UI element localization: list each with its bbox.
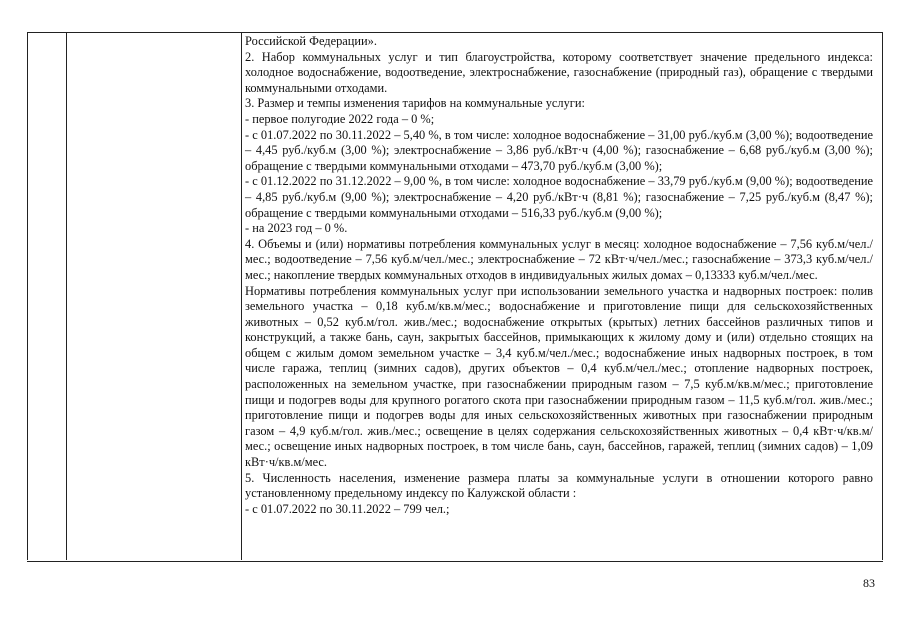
page-number: 83 — [863, 576, 875, 590]
document-text — [245, 34, 873, 517]
column-divider-1 — [66, 33, 67, 560]
text-paragraph: 2. Набор коммунальных услуг и тип благоустройства, которому соответствует значение предельного индекса: холодное водоснабжение, водоотведение, электроснабжение, газоснабжение (природный газ), обращение с твердыми коммунальными отходами. — [245, 49, 873, 95]
text-paragraph: - первое полугодие 2022 года – 0 %; — [245, 111, 435, 126]
text-paragraph: - с 01.07.2022 по 30.11.2022 – 5,40 %, в том числе: холодное водоснабжение – 31,00 руб./куб.м (3,00 %); водоотведение – 4,45 руб./куб.м (3,00 %); электроснабжение – 3,86 руб./кВт·ч (4,00 %); газоснабжение – 6,68 руб./куб.м (3,00 %); обращение с твердыми коммунальными отходами – 473,70 руб./куб.м (3,00 %); — [245, 127, 873, 173]
text-paragraph: Нормативы потребления коммунальных услуг при использовании земельного участка и надворных построек: полив земельного участка – 0,18 куб.м/кв.м/мес.; водоснабжение и приготовление пищи для сельскохозяйственных животных – 0,52 куб.м/гол. жив./мес.; водоснабжение открытых (крытых) летних бассейнов различных типов и конструкций, а также бань, саун, закрытых бассейнов, примыкающих к жилому дому и (или) отдельно стоящих на общем с жилым домом земельном участке – 3,4 куб.м/чел./мес.; водоснабжение иных надворных построек, в том числе гаража, теплиц (зимних садов), других объектов – 0,4 куб.м/чел./мес.; отопление надворных построек, расположенных на земельном участке, при газоснабжении природным газом – 7,5 куб.м/кв.м/мес.; приготовление пищи и подогрев воды для крупного рогатого скота при газоснабжении природным газом – 11,5 куб.м/гол. жив./мес.; приготовление пищи и подогрев воды для иных сельскохозяйственных животных при газоснабжении природным газом – 4,9 куб.м/гол. жив./мес.; освещение в целях содержания сельскохозяйственных животных – 0,4 кВт·ч/кв.м/мес.; освещение иных надворных построек, в том числе бань, саун, бассейнов, гаражей, теплиц (зимних садов) – 1,09 кВт·ч/кв.м/мес. — [245, 283, 873, 470]
column-divider-2 — [241, 33, 242, 560]
text-paragraph: 4. Объемы и (или) нормативы потребления коммунальных услуг в месяц: холодное водоснабжение – 7,56 куб.м/чел./мес.; водоотведение – 7,56 куб.м/чел./мес.; электроснабжение – 72 кВт·ч/чел./мес.; газоснабжение – 373,3 куб.м/чел./мес.; накопление твердых коммунальных отходов в индивидуальных жилых домах – 0,13333 куб.м/чел./мес. — [245, 236, 873, 282]
text-paragraph: - с 01.07.2022 по 30.11.2022 – 799 чел.; — [245, 501, 450, 516]
text-paragraph: - с 01.12.2022 по 31.12.2022 – 9,00 %, в том числе: холодное водоснабжение – 33,79 руб./куб.м (9,00 %); водоотведение – 4,85 руб./куб.м (9,00 %); электроснабжение – 4,20 руб./кВт·ч (8,81 %); газоснабжение – 7,25 руб./куб.м (8,47 %); обращение с твердыми коммунальными отходами – 516,33 руб./куб.м (9,00 %); — [245, 174, 873, 220]
text-paragraph: 5. Численность населения, изменение размера платы за коммунальные услуги в отношении которого равно установленному предельному индексу по Калужской области : — [245, 470, 873, 501]
text-line: Российской Федерации». — [245, 34, 377, 48]
text-paragraph: 3. Размер и темпы изменения тарифов на коммунальные услуги: — [245, 96, 585, 111]
text-paragraph: - на 2023 год – 0 %. — [245, 221, 348, 236]
table-bottom-border — [27, 561, 883, 562]
